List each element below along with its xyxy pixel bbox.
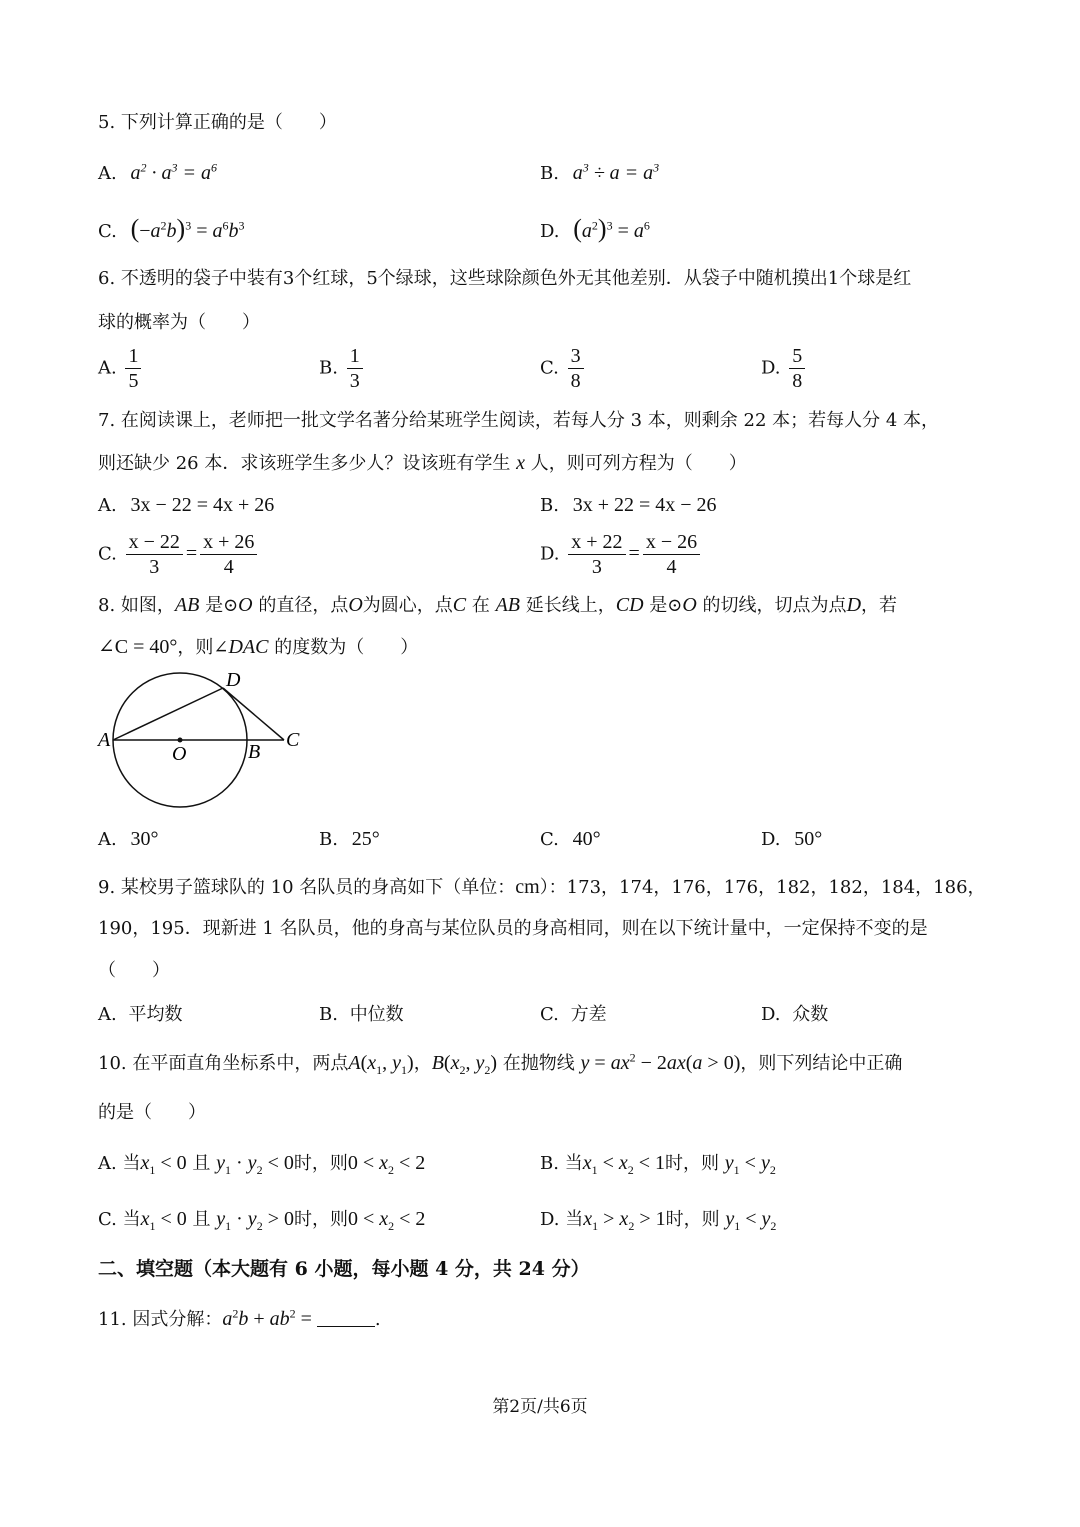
q10-stem-line1: 10. 在平面直角坐标系中，两点$A(x_1$, $y_1$)，$B(x_2$, $y_2$) 在抛物线 $y = ax^2 - 2ax(a > 0)$，则下列结论中正确 <box>98 1050 903 1077</box>
q8-option-d[interactable]: D. 50° <box>761 828 823 850</box>
option-label: A. <box>98 829 117 850</box>
q7-option-a[interactable] <box>98 492 274 519</box>
q8-option-c[interactable]: C. 40° <box>540 828 601 850</box>
option-label: C. <box>540 1004 559 1025</box>
q7-option-c[interactable]: C. $\frac{x - 22}{3}$ = $\frac{x + 26}{4}$ <box>98 530 260 579</box>
fraction: $\frac{x + 22}{3}$ <box>568 530 625 579</box>
option-label: C. <box>98 221 117 242</box>
equation: 3x − 22 = 4x + 26 <box>130 494 275 516</box>
label-a: A <box>98 729 111 751</box>
option-label: A. <box>98 163 117 184</box>
q6-stem-line1: 6. 不透明的袋子中装有3个红球，5个绿球，这些球除颜色外无其他差别．从袋子中随机摸出1个球是红 <box>98 268 912 289</box>
q5-option-c[interactable]: C. $(-a^2b)^3 = a^6b^3$ <box>98 214 245 243</box>
q7-option-d[interactable]: D. $\frac{x + 22}{3}$ = $\frac{x - 26}{4}$ <box>540 530 703 579</box>
q8-stem-line1: 8. 如图，AB 是⊙O 的直径，点O为圆心，点C 在 AB 延长线上，CD 是⊙O 的切线，切点为点D，若 <box>98 594 898 616</box>
fraction: $\frac{x - 22}{3}$ <box>126 530 183 579</box>
option-label: D. <box>761 829 781 850</box>
label-b: B <box>248 741 261 763</box>
q10-option-d[interactable]: D. 当$x_1 > x_2 > 1$时，则 $y_1 < y_2$ <box>540 1208 777 1233</box>
q8-stem-line2: ∠C = 40°，则∠DAC 的度数为（ ） <box>98 636 419 658</box>
option-label: A. <box>98 495 117 516</box>
q8-option-a[interactable]: A. 30° <box>98 828 159 850</box>
q9-option-b[interactable]: B. 中位数 <box>319 1004 404 1025</box>
q10-option-a[interactable]: A. 当$x_1 < 0$ 且 $y_1 \cdot y_2 < 0$时，则$0 < x_2 < 2$ <box>98 1152 426 1177</box>
q10-stem-line2: 的是（ ） <box>98 1102 206 1123</box>
option-label: D. <box>540 543 560 565</box>
option-label: D. <box>761 357 781 379</box>
q9-option-a[interactable]: A. 平均数 <box>98 1004 183 1025</box>
option-label: C. <box>98 543 117 565</box>
q9-stem-line1: 9. 某校男子篮球队的 10 名队员的身高如下（单位：cm）：173，174，176，176，182，182，184，186， <box>98 876 986 898</box>
q8-circle-figure <box>92 668 322 816</box>
section-title: 二、填空题（本大题有 6 小题，每小题 4 分，共 24 分） <box>98 1258 590 1280</box>
center-point <box>178 738 183 743</box>
q7-stem-line1: 7. 在阅读课上，老师把一批文学名著分给某班学生阅读，若每人分 3 本，则剩余 22 本；若每人分 4 本， <box>98 410 940 431</box>
equation: 3x + 22 = 4x − 26 <box>572 494 717 516</box>
option-label: B. <box>319 829 338 850</box>
fraction: $\frac{x + 26}{4}$ <box>200 530 257 579</box>
fraction: $\frac{3}{8}$ <box>568 344 584 393</box>
option-label: B. <box>319 357 338 379</box>
q5-option-a[interactable]: A. $a^2 \cdot a^3 = a^6$ <box>98 160 217 184</box>
option-label: A. <box>98 357 117 379</box>
q9-option-c[interactable]: C. 方差 <box>540 1004 607 1025</box>
q5-option-b[interactable]: B. $a^3 \div a = a^3$ <box>540 160 660 184</box>
q10-option-b[interactable]: B. 当$x_1 < x_2 < 1$时，则 $y_1 < y_2$ <box>540 1152 776 1177</box>
fraction: $\frac{x - 26}{4}$ <box>643 530 700 579</box>
q11-stem: 11. 因式分解：$a^2b + ab^2$ = . <box>98 1306 381 1330</box>
label-o: O <box>172 743 187 765</box>
option-label: D. <box>761 1004 781 1025</box>
fraction: $\frac{1}{5}$ <box>125 344 141 393</box>
q6-option-d[interactable] <box>761 344 808 393</box>
q5-stem: 5. 下列计算正确的是（ ） <box>98 112 337 133</box>
option-label: A. <box>98 1004 117 1025</box>
q9-option-d[interactable]: D. 众数 <box>761 1004 829 1025</box>
q6-option-b[interactable] <box>319 344 366 393</box>
answer-blank[interactable] <box>317 1308 375 1327</box>
q5-option-d[interactable]: D. $(a^2)^3 = a^6$ <box>540 214 650 243</box>
line-dc <box>223 688 284 740</box>
q6-stem-line2: 球的概率为（ ） <box>98 312 260 333</box>
q8-option-b[interactable]: B. 25° <box>319 828 380 850</box>
option-label: B. <box>319 1004 338 1025</box>
option-label: B. <box>540 495 559 516</box>
q6-option-c[interactable] <box>540 344 587 393</box>
q7-option-b[interactable] <box>540 492 717 519</box>
label-d: D <box>226 669 241 691</box>
label-c: C <box>286 729 300 751</box>
q6-option-a[interactable] <box>98 344 144 393</box>
option-label: D. <box>540 221 560 242</box>
q7-stem-line2: 则还缺少 26 本．求该班学生多少人？设该班有学生 x 人，则可列方程为（ ） <box>98 452 747 474</box>
option-label: C. <box>540 829 559 850</box>
fraction: $\frac{1}{3}$ <box>347 344 363 393</box>
option-label: C. <box>540 357 559 379</box>
q9-stem-line3: （ ） <box>98 960 170 981</box>
q10-option-c[interactable]: C. 当$x_1 < 0$ 且 $y_1 \cdot y_2 > 0$时，则$0 < x_2 < 2$ <box>98 1208 426 1233</box>
q9-stem-line2: 190，195．现新进 1 名队员，他的身高与某位队员的身高相同，则在以下统计量中，一定保持不变的是 <box>98 918 928 939</box>
fraction: $\frac{5}{8}$ <box>789 344 805 393</box>
page-number: 第2页/共6页 <box>492 1397 588 1417</box>
option-label: B. <box>540 163 559 184</box>
